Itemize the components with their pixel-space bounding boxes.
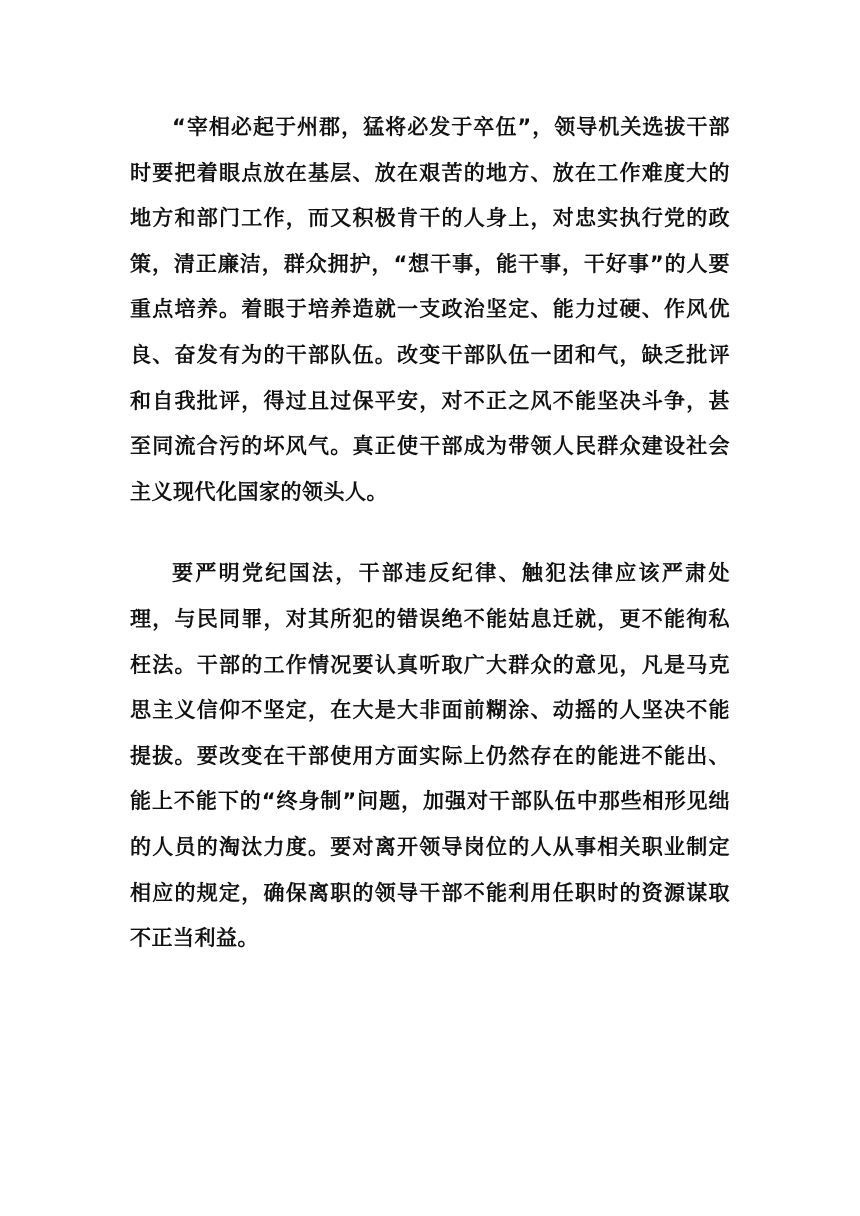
paragraph-2: 要严明党纪国法，干部违反纪律、触犯法律应该严肃处理，与民同罪，对其所犯的错误绝不能姑息迁就，更不能徇私枉法。干部的工作情况要认真听取广大群众的意见，凡是马克思主义信仰不坚定，在大是大非面前糊涂、动摇的人坚决不能提拔。要改变在干部使用方面实际上仍然存在的能进不能出、能上不能下的“终身制”问题，加强对干部队伍中那些相形见绌的人员的淘汰力度。要对离开领导岗位的人从事相关职业制定相应的规定，确保离职的领导干部不能利用任职时的资源谋取不正当利益。 — [130, 561, 730, 951]
paragraph-1: “宰相必起于州郡，猛将必发于卒伍”，领导机关选拔干部时要把着眼点放在基层、放在艰苦的地方、放在工作难度大的地方和部门工作，而又积极肯干的人身上，对忠实执行党的政策，清正廉洁，群众拥护，“想干事，能干事，干好事”的人要重点培养。着眼于培养造就一支政治坚定、能力过硬、作风优良、奋发有为的干部队伍。改变干部队伍一团和气，缺乏批评和自我批评，得过且过保平安，对不正之风不能坚决斗争，甚至同流合污的坏风气。真正使干部成为带领人民群众建设社会主义现代化国家的领头人。 — [130, 115, 730, 504]
document-body — [130, 105, 730, 962]
